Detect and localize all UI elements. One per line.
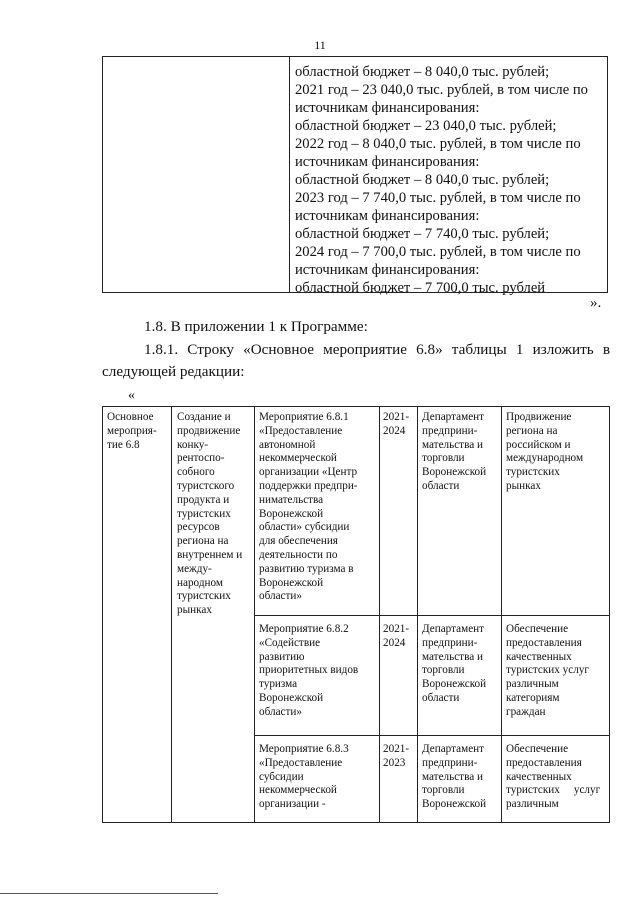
cell-line: Обеспечение	[506, 743, 569, 755]
page-number: 11	[314, 38, 326, 52]
years-cell	[383, 623, 409, 651]
cell-line: «Предоставление	[259, 424, 343, 437]
cell-line: автономной	[259, 438, 316, 451]
cell-line: Продвижение	[506, 411, 572, 423]
cell-line: организации -	[259, 798, 326, 811]
cell-line: продукта и	[177, 493, 230, 506]
cell-line: Департамент	[422, 623, 485, 635]
cell-line: мательства и	[422, 650, 483, 663]
financing-line: областной бюджет – 7 740,0 тыс. рублей;	[295, 226, 550, 242]
financing-line: областной бюджет – 8 040,0 тыс. рублей;	[295, 64, 550, 80]
activity-cell	[259, 411, 358, 604]
cell-line: Мероприятие 6.8.3	[259, 743, 349, 755]
executor-cell	[422, 623, 486, 706]
cell-line: граждан	[506, 705, 546, 718]
cell-line: рентоспо-	[177, 452, 225, 465]
financing-line: источникам финансирования:	[295, 154, 480, 170]
cell-line: «Содействие	[259, 636, 321, 649]
cell-line: развитию туризма в	[259, 562, 354, 575]
financing-line: 2023 год – 7 740,0 тыс. рублей, в том числе по	[295, 190, 581, 206]
cell-line: 2024	[383, 636, 406, 649]
footer-rule	[0, 893, 218, 894]
open-quote: «	[128, 388, 135, 403]
cell-line: Мероприятие 6.8.2	[259, 623, 349, 635]
table-row-divider	[254, 615, 609, 616]
cell-line: Мероприятие 6.8.1	[259, 411, 349, 423]
paragraph-1-8-1: 1.8.1. Строку «Основное мероприятие 6.8» таблицы 1 изложить в	[144, 341, 610, 358]
cell-line: различным	[506, 678, 559, 691]
executor-cell	[422, 743, 486, 812]
cell-line: поддержки предпри-	[259, 479, 358, 492]
table-column-divider	[171, 407, 172, 822]
cell-line: Департамент	[422, 411, 485, 423]
cell-line: мательства и	[422, 438, 483, 451]
main-activity-table	[102, 406, 610, 823]
cell-line: туристского	[177, 479, 235, 492]
cell-line: продвижение	[177, 424, 241, 437]
financing-line: областной бюджет – 23 040,0 тыс. рублей;	[295, 118, 557, 134]
cell-line: «Предоставление	[259, 756, 343, 769]
cell-line: Создание и	[177, 411, 231, 423]
paragraph-continuation: следующей редакции:	[102, 363, 245, 380]
cell-line: категориям	[506, 691, 560, 704]
cell-line: предприни-	[422, 636, 478, 649]
cell-line: деятельности по	[259, 548, 338, 561]
cell-line: Воронежской	[259, 691, 324, 704]
cell-line: между-	[177, 562, 212, 575]
table-row-divider	[254, 735, 609, 736]
cell-line: российском и	[506, 438, 571, 451]
cell-line: рынках	[506, 479, 541, 492]
cell-line: тие 6.8	[107, 438, 140, 451]
main-activity-name-cell	[177, 411, 242, 618]
financing-line: областной бюджет – 8 040,0 тыс. рублей;	[295, 172, 550, 188]
cell-line: собного	[177, 466, 215, 479]
main-activity-label-cell	[107, 411, 157, 452]
cell-line: Воронежской	[422, 466, 487, 479]
cell-line: 2024	[383, 424, 406, 437]
cell-line: Воронежской	[259, 507, 324, 520]
executor-cell	[422, 411, 486, 494]
cell-line: торговли	[422, 664, 465, 677]
cell-line: внутреннем и	[177, 548, 243, 561]
cell-line: предприни-	[422, 756, 478, 769]
cell-line: 2023	[383, 756, 406, 769]
financing-line: источникам финансирования:	[295, 208, 480, 224]
cell-line: туристских услуг	[506, 784, 601, 797]
financing-table-continuation	[102, 56, 608, 296]
cell-line: торговли	[422, 452, 465, 465]
result-cell	[506, 623, 589, 720]
cell-line: Воронежской	[422, 678, 487, 691]
financing-line: 2024 год – 7 700,0 тыс. рублей, в том числе по	[295, 244, 581, 260]
cell-line: субсидии	[259, 770, 304, 783]
financing-line: 2022 год – 8 040,0 тыс. рублей, в том числе по	[295, 136, 581, 152]
cell-line: рынках	[177, 604, 212, 617]
cell-line: качественных	[506, 650, 572, 663]
cell-line: развитию	[259, 650, 305, 663]
cell-line: качественных	[506, 770, 572, 783]
financing-line: источникам финансирования:	[295, 100, 480, 116]
closing-quote: ».	[590, 295, 602, 311]
cell-line: конку-	[177, 438, 209, 451]
cell-line: мероприя-	[107, 424, 157, 437]
cell-line: Основное	[107, 411, 154, 423]
cell-line: области	[422, 691, 460, 704]
cell-line: туристских	[177, 590, 231, 603]
activity-cell	[259, 623, 358, 720]
financing-text-cell	[295, 63, 605, 297]
table-column-divider	[289, 57, 290, 292]
years-cell	[383, 411, 409, 439]
cell-line: Департамент	[422, 743, 485, 755]
cell-line: области» субсидии	[259, 521, 350, 534]
cell-line: некоммерческой	[259, 784, 337, 797]
result-cell	[506, 411, 583, 494]
financing-line: 2021 год – 23 040,0 тыс. рублей, в том числе по	[295, 82, 588, 98]
cell-line: организации «Центр	[259, 466, 358, 479]
cell-line: области»	[259, 590, 302, 603]
cell-line: Воронежской	[259, 576, 324, 589]
cell-line: туристских	[506, 466, 560, 479]
cell-line: для обеспечения	[259, 535, 338, 548]
cell-line: 2021-	[383, 743, 410, 755]
years-cell	[383, 743, 409, 771]
cell-line: ресурсов	[177, 521, 220, 534]
result-cell	[506, 743, 600, 812]
cell-line: приоритетных видов	[259, 664, 359, 677]
cell-line: некоммерческой	[259, 452, 337, 465]
cell-line: торговли	[422, 784, 465, 797]
cell-line: области	[422, 479, 460, 492]
cell-line: нимательства	[259, 493, 324, 506]
paragraph-1-8: 1.8. В приложении 1 к Программе:	[144, 318, 368, 335]
cell-line: региона на	[506, 424, 558, 437]
cell-line: региона на	[177, 535, 229, 548]
cell-line: туристских услуг	[506, 664, 590, 677]
financing-line: областной бюджет – 7 700,0 тыс. рублей	[295, 280, 546, 296]
cell-line: мательства и	[422, 770, 483, 783]
cell-line: 2021-	[383, 623, 410, 635]
cell-line: Обеспечение	[506, 623, 569, 635]
activity-cell	[259, 743, 349, 812]
cell-line: предоставления	[506, 636, 582, 649]
cell-line: туристских	[177, 507, 231, 520]
cell-line: области»	[259, 705, 302, 718]
cell-line: международном	[506, 452, 584, 465]
financing-line: источникам финансирования:	[295, 262, 480, 278]
cell-line: туризма	[259, 678, 298, 691]
cell-line: различным	[506, 798, 559, 811]
cell-line: предоставления	[506, 756, 582, 769]
cell-line: Воронежской	[422, 798, 487, 811]
cell-line: народном	[177, 576, 223, 589]
cell-line: 2021-	[383, 411, 410, 423]
cell-line: предприни-	[422, 424, 478, 437]
